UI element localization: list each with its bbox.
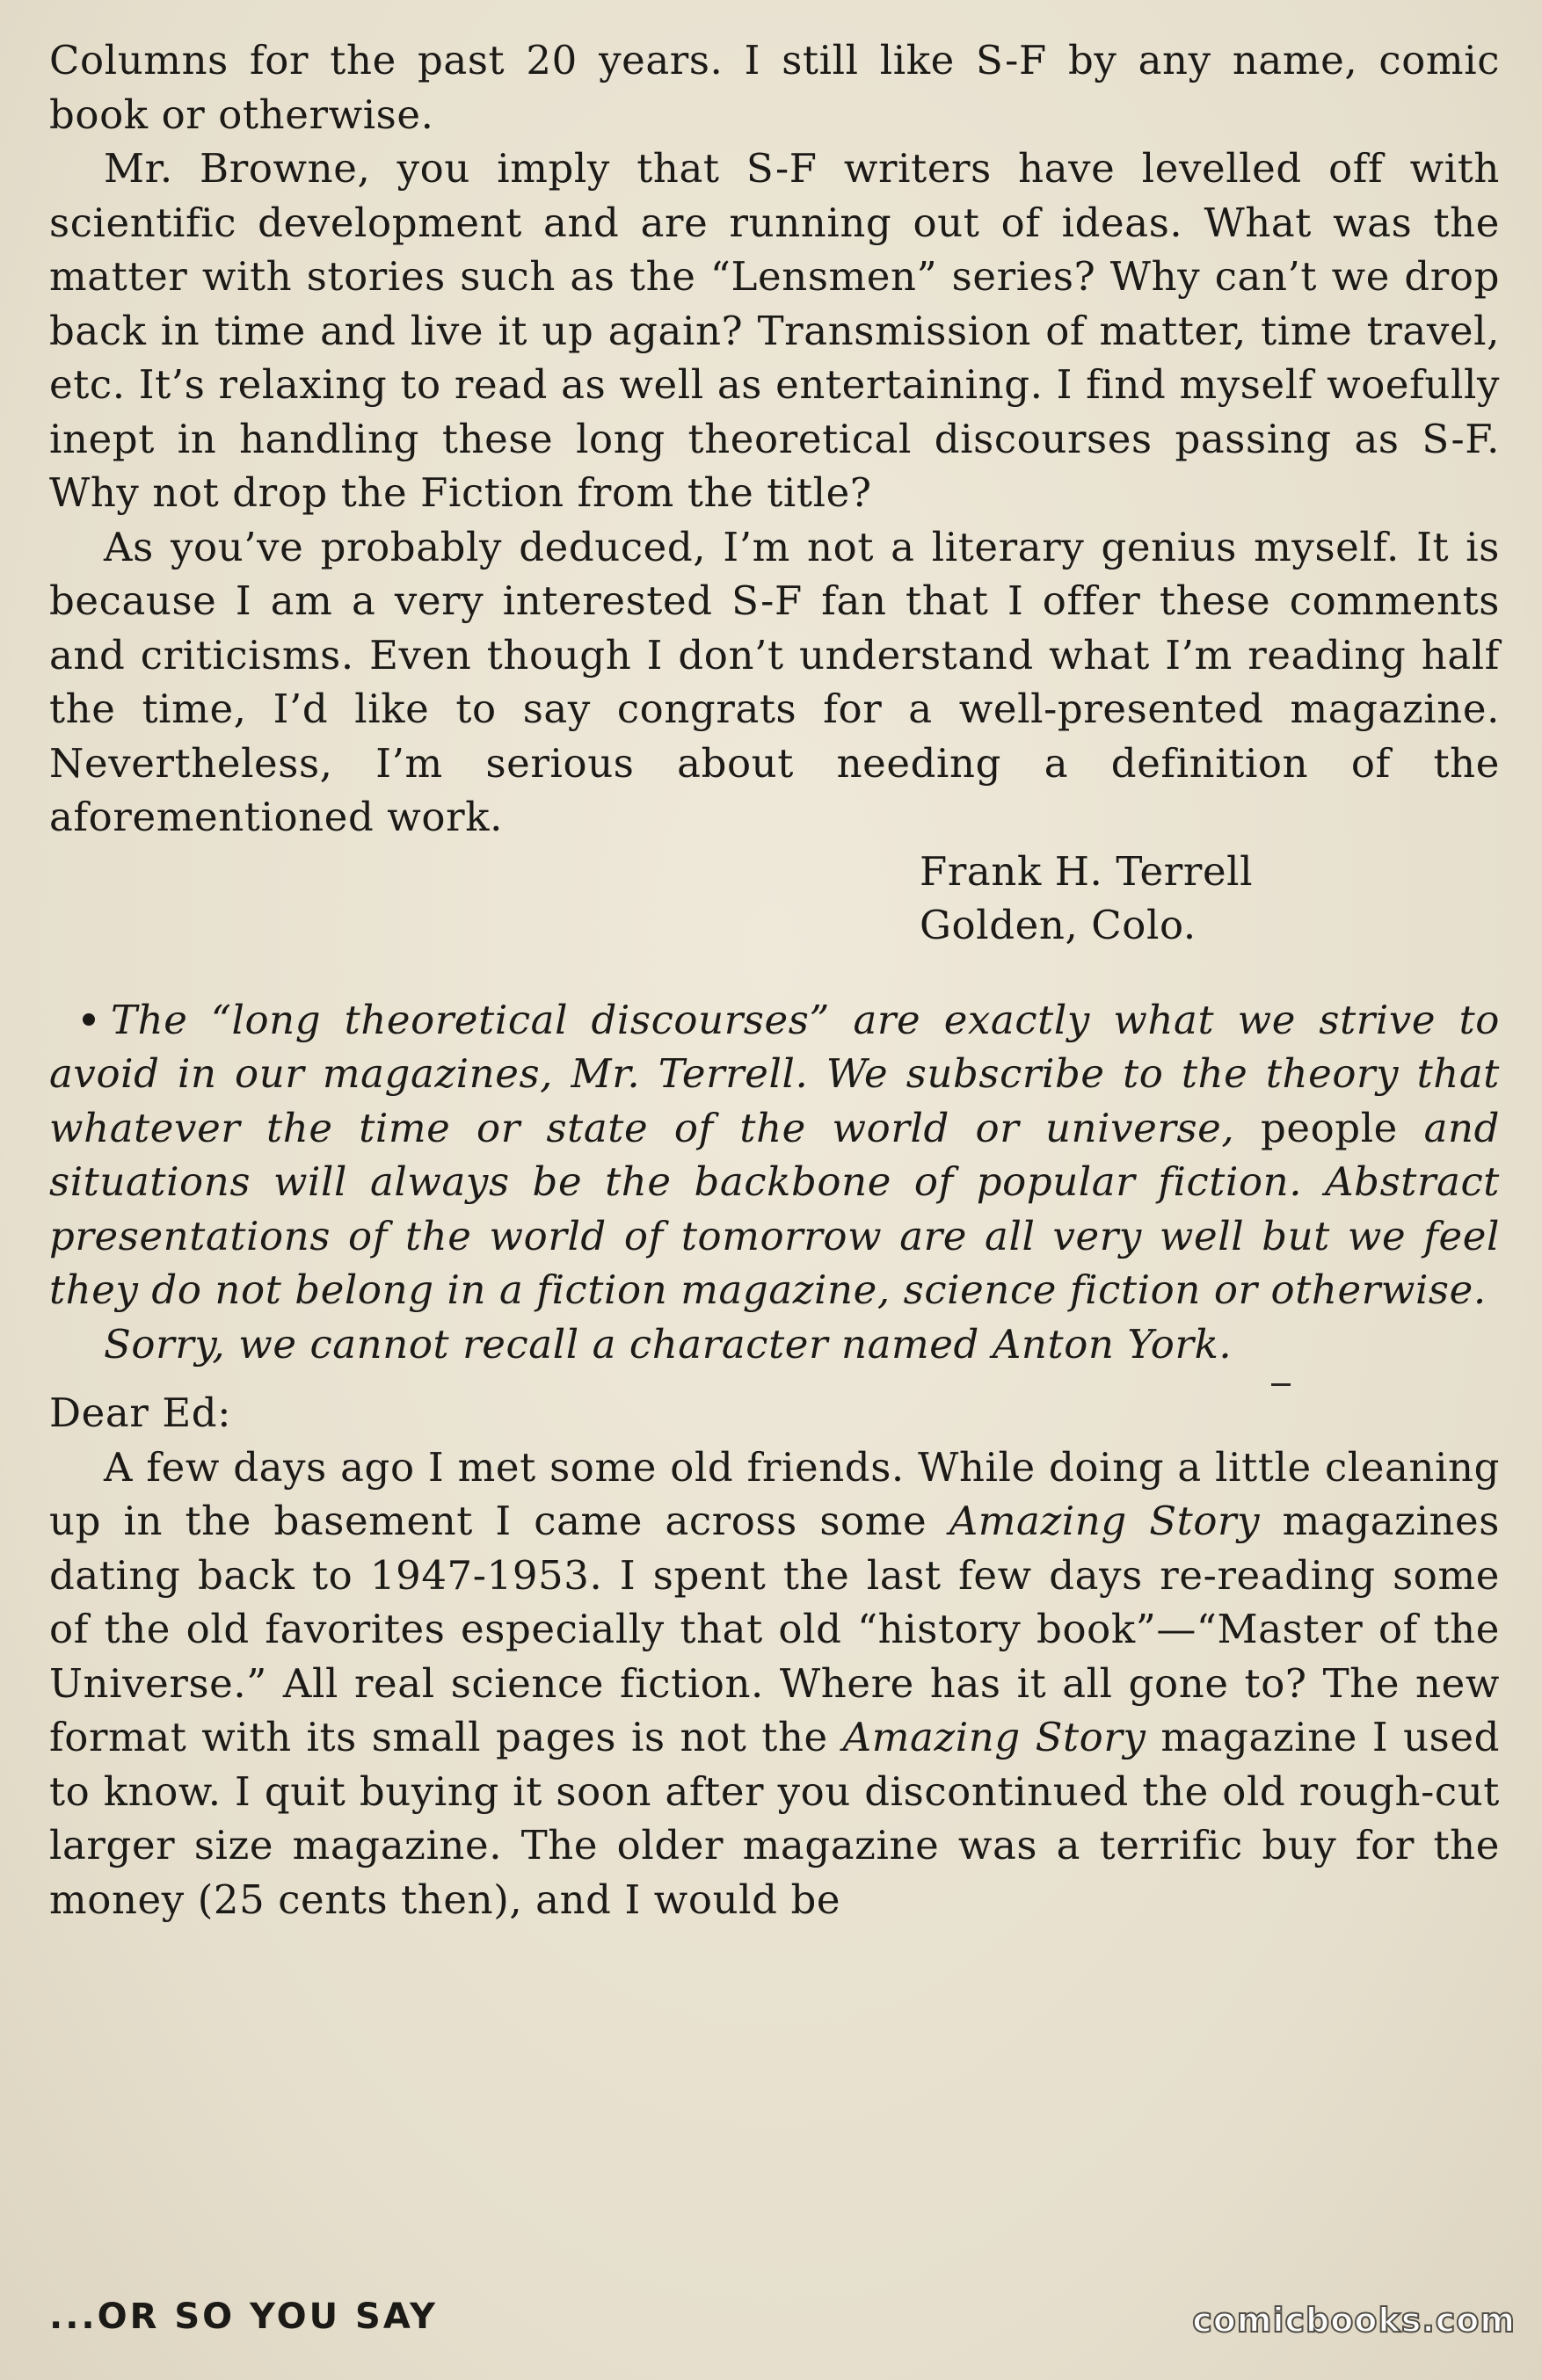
- letter-paragraph: [49, 1440, 1500, 1927]
- letters-column: [49, 33, 1500, 1926]
- signature-name: Frank H. Terrell: [920, 847, 1254, 895]
- reply-text: and situations will always be the backbone of popular fiction. Abstract presentations of the world of tomorrow are all very well but we feel they do not belong in a fiction magazine, science fiction or otherwise.: [49, 1104, 1500, 1313]
- reply-paragraph: [49, 993, 1500, 1317]
- letter-text: magazines dating back to 1947-1953. I spent the last few days re-reading some of the old favorites especially that old “history book”—“Master of the Universe.” All real science fiction. Where has it all gone to? The new format with its small pages is not the: [49, 1498, 1500, 1760]
- letter-text: A few days ago I met some old friends. While doing a little cleaning up in the basement I came across some: [49, 1443, 1500, 1544]
- running-footer: ...OR SO YOU SAY: [49, 2297, 438, 2337]
- reply-text: The “long theoretical discourses” are exactly what we strive to avoid in our magazines, Mr. Terrell. We subscribe to the theory that whatever the time or state of the world or universe,: [49, 996, 1500, 1151]
- magazine-title: Amazing Story: [842, 1714, 1146, 1760]
- editor-reply: [49, 993, 1500, 1387]
- reply-paragraph: Sorry, we cannot recall a character named Anton York.: [104, 1320, 1233, 1368]
- signature-location: Golden, Colo.: [920, 902, 1197, 948]
- letter-salutation: Dear Ed:: [49, 1390, 231, 1436]
- letter-signature: [920, 845, 1500, 953]
- magazine-title: Amazing Story: [949, 1498, 1261, 1544]
- bullet-icon: [83, 1013, 95, 1026]
- letter-paragraph: As you’ve probably deduced, I’m not a literary genius myself. It is because I am a very interested S-F fan that I offer these comments and criticisms. Even though I don’t understand what I’m reading half the time, I’d like to say congrats for a well-presented magazine. Nevertheless, I’m serious about needing a definition of the aforementioned work.: [49, 523, 1500, 840]
- reply-text-upright: people: [1234, 1104, 1424, 1151]
- letter-text: magazine I used to know. I quit buying it soon after you discontinued the old rough-cut larger size magazine. The older magazine was a terrific buy for the money (25 cents then), and I would be: [49, 1714, 1500, 1923]
- letter-paragraph: Mr. Browne, you imply that S-F writers have levelled off with scientific development and are running out of ideas. What was the matter with stories such as the “Lensmen” series? Why can’t we drop back in time and live it up again? Transmission of matter, time travel, etc. It’s relaxing to read as well as entertaining. I find myself woefully inept in handling these long theoretical discourses passing as S-F. Why not drop the Fiction from the title?: [49, 145, 1500, 516]
- letter-paragraph: Columns for the past 20 years. I still like S-F by any name, comic book or otherwise.: [49, 37, 1500, 138]
- watermark-logo: comicbooks.com: [1192, 2301, 1516, 2340]
